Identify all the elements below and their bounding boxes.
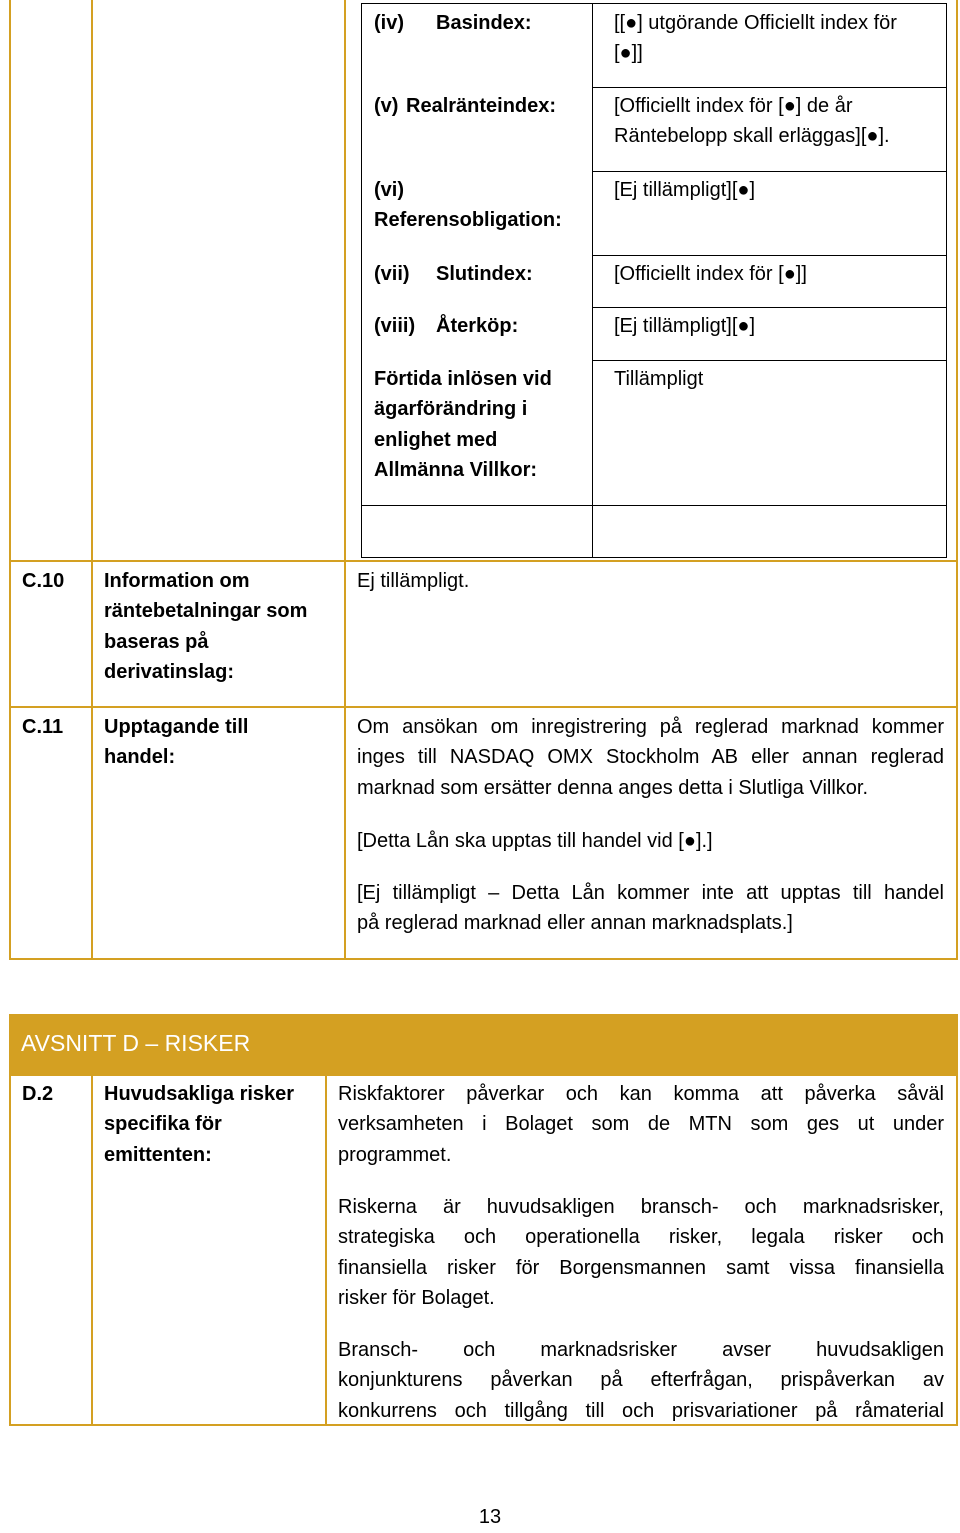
c11-p1-line1: Om ansökan om inregistrering på reglerad marknad kommer xyxy=(357,716,944,738)
row-vi-label-line1: (vi) xyxy=(374,179,404,201)
d2-p2-line4: risker för Bolaget. xyxy=(338,1287,495,1309)
d2-p3-line3: konkurrens och tillgång till och prisvariationer på råmaterial xyxy=(338,1400,944,1422)
row-vii-num: (vii) xyxy=(374,263,410,285)
c10-title-line2: räntebetalningar som xyxy=(104,600,308,622)
row-vi-label-line2: Referensobligation: xyxy=(374,209,562,231)
row-early-redemption-label-line2: ägarförändring i xyxy=(374,398,528,420)
c11-p1-line3: marknad som ersätter denna anges detta i Slutliga Villkor. xyxy=(357,777,869,799)
d2-id: D.2 xyxy=(22,1083,54,1105)
d2-p1-line1: Riskfaktorer påverkar och kan komma att påverka såväl xyxy=(338,1083,944,1105)
row-vii-value: [Officiellt index för [●]] xyxy=(614,263,807,285)
row-iv-value-line1: [[●] utgörande Officiellt index för xyxy=(614,12,897,34)
row-early-redemption-label-line3: enlighet med xyxy=(374,429,498,451)
d2-p2-line1: Riskerna är huvudsakligen bransch- och marknadsrisker, xyxy=(338,1196,944,1218)
row-iv-value-line2: [●]] xyxy=(614,42,643,64)
d2-title-line1: Huvudsakliga risker xyxy=(104,1083,295,1105)
d2-title-line2: specifika för xyxy=(104,1113,222,1135)
d2-p2-line3: finansiella risker för Borgensmannen samt vissa finansiella xyxy=(338,1257,944,1279)
row-iv-label: Basindex: xyxy=(436,12,532,34)
row-early-redemption-label-line4: Allmänna Villkor: xyxy=(374,459,538,481)
row-viii-label: Återköp: xyxy=(436,315,519,337)
d2-p3-line2: konjunkturens påverkan på efterfrågan, prispåverkan av xyxy=(338,1369,944,1391)
row-viii-value: [Ej tillämpligt][●] xyxy=(614,315,756,337)
row-vii-label: Slutindex: xyxy=(436,263,533,285)
row-v-label: Realränteindex: xyxy=(406,95,557,117)
d2-p1-line3: programmet. xyxy=(338,1144,452,1166)
section-d-header xyxy=(9,1014,958,1076)
row-early-redemption-label-line1: Förtida inlösen vid xyxy=(374,368,552,390)
c10-title-line1: Information om xyxy=(104,570,250,592)
section-d-title: AVSNITT D – RISKER xyxy=(21,1030,251,1056)
row-v-value-line1: [Officiellt index för [●] de år xyxy=(614,95,853,117)
d2-p3-line1: Bransch- och marknadsrisker avser huvudsakligen xyxy=(338,1339,944,1361)
d2-p1-line2: verksamheten i Bolaget som de MTN som ges ut under xyxy=(338,1113,944,1135)
row-vi-value: [Ej tillämpligt][●] xyxy=(614,179,756,201)
c11-p3-line1: [Ej tillämpligt – Detta Lån kommer inte att upptas till handel xyxy=(357,882,944,904)
c11-p1-line2: inges till NASDAQ OMX Stockholm AB eller annan reglerad xyxy=(357,746,944,768)
page-number: 13 xyxy=(478,1506,502,1528)
d2-title-line3: emittenten: xyxy=(104,1144,212,1166)
row-v-value-line2: Räntebelopp skall erläggas][●]. xyxy=(614,125,890,147)
c11-id: C.11 xyxy=(22,716,64,738)
c11-p2: [Detta Lån ska upptas till handel vid [●].] xyxy=(357,830,713,852)
row-v-num: (v) xyxy=(374,95,399,117)
c10-title-line4: derivatinslag: xyxy=(104,661,235,683)
c11-title-line1: Upptagande till xyxy=(104,716,249,738)
row-viii-num: (viii) xyxy=(374,315,416,337)
row-iv-num: (iv) xyxy=(374,12,404,34)
c10-title-line3: baseras på xyxy=(104,631,209,653)
d2-p2-line2: strategiska och operationella risker, legala risker och xyxy=(338,1226,944,1248)
row-early-redemption-value: Tillämpligt xyxy=(614,368,704,390)
c11-title-line2: handel: xyxy=(104,746,176,768)
c10-text: Ej tillämpligt. xyxy=(357,570,470,592)
c10-id: C.10 xyxy=(22,570,65,592)
c11-p3-line2: på reglerad marknad eller annan marknadsplats.] xyxy=(357,912,793,934)
